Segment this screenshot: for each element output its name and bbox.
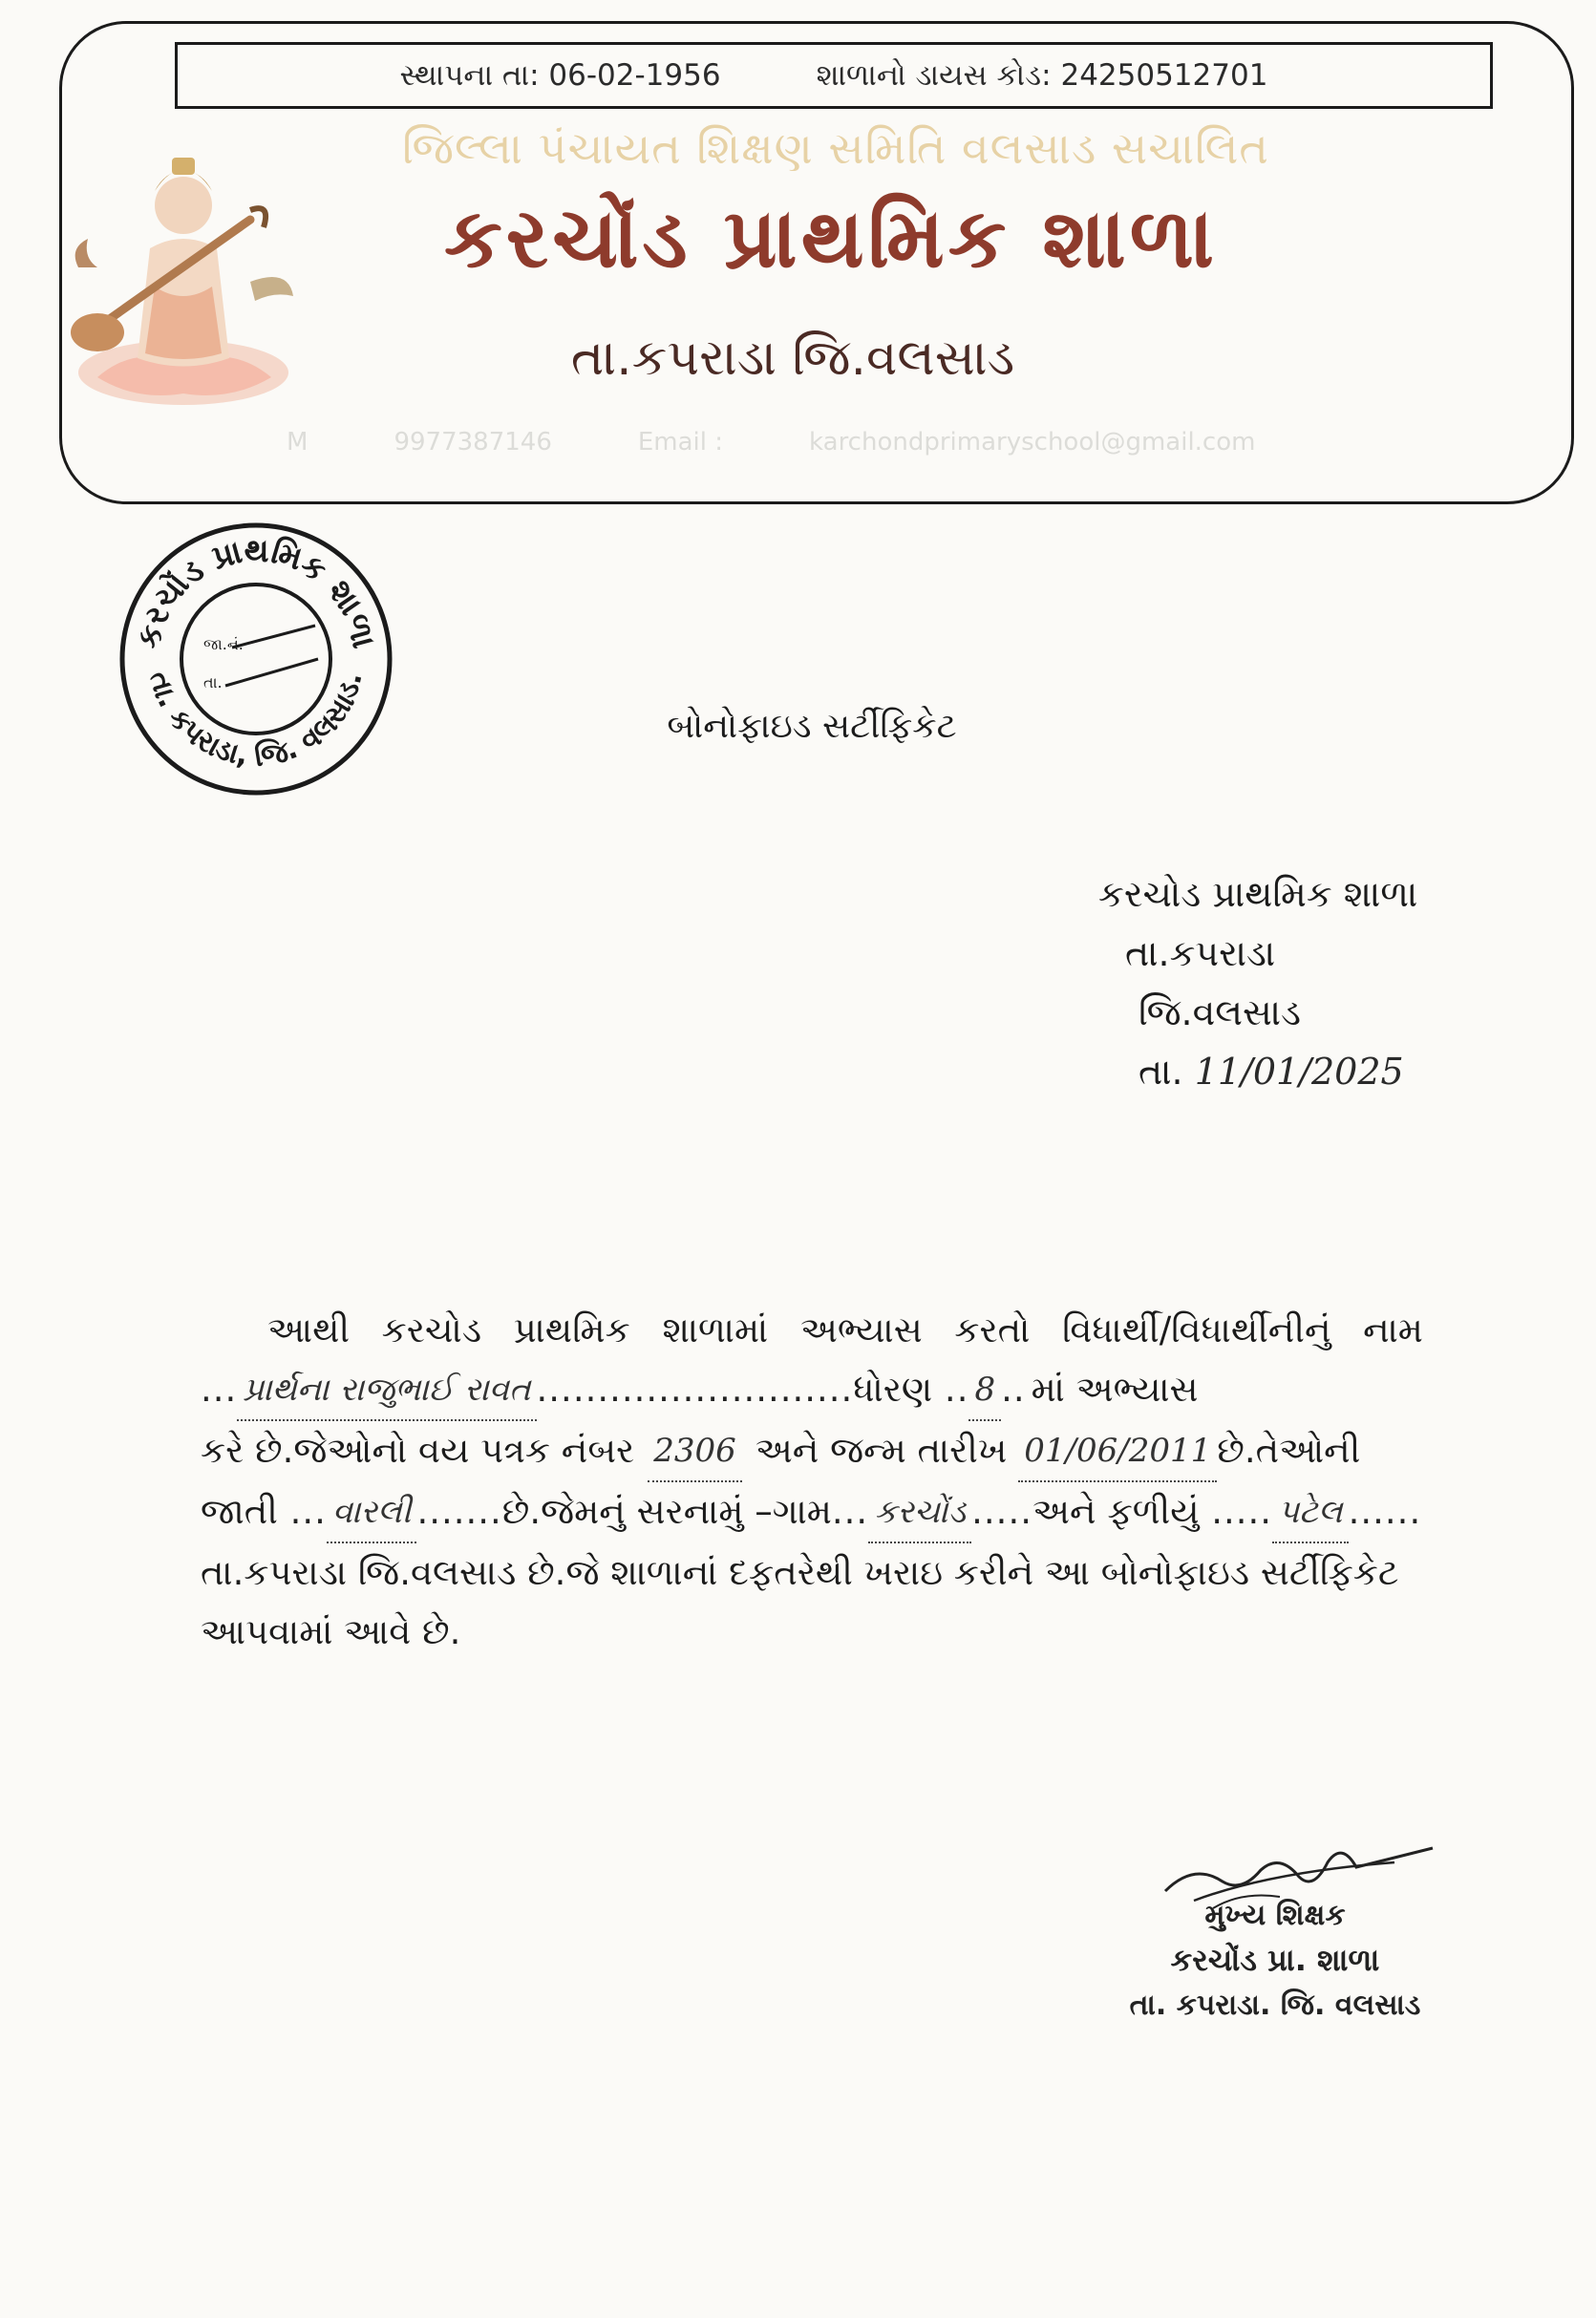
signature-school: કરચોંડ પ્રા. શાળા [1170, 1942, 1380, 1978]
body-line-1 [201, 1301, 1423, 1360]
register-label: કરે છે.જેઓનો વય પત્રક નંબર [201, 1430, 635, 1471]
body-line-2: ... પ્રાર્થના રાજુભાઈ રાવત .......................... ધોરણ .. 8 .. માં અભ્યાસ [201, 1360, 1423, 1421]
stamp-field2: તા. [203, 673, 223, 691]
standard-label: ધોરણ [853, 1369, 933, 1410]
body-line-5: તા.કપરાડા જિ.વલસાડ છે.જે શાળાનાં દફતરેથી ખરાઇ કરીને આ બોનોફાઇડ સર્ટીફિકેટ [201, 1552, 1399, 1593]
signature-address: તા. કપરાડા. જિ. વલસાડ [1129, 1988, 1421, 2022]
body-line-3 [201, 1421, 1423, 1482]
dise-label: શાળાનો ડાયસ કોડ: [816, 57, 1052, 93]
dise-info [817, 58, 1268, 94]
date-label: તા. [1138, 1051, 1183, 1093]
stamp-field1: જા.નં. [203, 635, 244, 653]
saraswati-image [59, 115, 308, 420]
body-word: શાળામાં [662, 1309, 769, 1350]
body-line-6: આપવામાં આવે છે. [201, 1611, 461, 1652]
established-date: 06-02-1956 [548, 57, 721, 93]
school-address: તા.કપરાડા જિ.વલસાડ [570, 330, 1015, 387]
established-info [400, 58, 721, 94]
body-word: પ્રાથમિક [513, 1309, 630, 1350]
school-title: કરચોંડ પ્રાથમિક શાળા [444, 191, 1218, 287]
address-line3: જિ.વલસાડ [1138, 991, 1301, 1033]
established-label: સ્થાપના તા: [399, 57, 540, 93]
stamp-outer-text: કરચોંડ પ્રાથમિક શાળા [129, 531, 383, 652]
faliyu-label: અને ફળીયું [1032, 1491, 1200, 1532]
body-word: કરતો [954, 1309, 1031, 1350]
faded-contact-email-label: Email : [637, 428, 724, 457]
dob-label: અને જન્મ તારીખ [755, 1430, 1008, 1471]
signature-block [1098, 1843, 1452, 2022]
letterhead-topbar [175, 42, 1493, 109]
caste-field: વારલી [327, 1482, 417, 1543]
standard-field: 8 [968, 1360, 1001, 1421]
body-word: કરચોડ [381, 1309, 482, 1350]
dob-field: 01/06/2011 [1018, 1421, 1217, 1482]
faded-contact-email: karchondprimaryschool@gmail.com [809, 428, 1256, 457]
faded-contact-row [287, 428, 1414, 457]
body-word: આથી [267, 1309, 351, 1350]
certificate-title: બોનોફાઇડ સર્ટીફિકેટ [667, 707, 957, 746]
faliyu-field: પટેલ [1272, 1482, 1349, 1543]
stamp-bottom-text: તા. કપરાડા, જિ. વલસાડ. [141, 668, 370, 775]
body-text-3c: છે.તેઓની [1217, 1430, 1361, 1471]
date-value: 11/01/2025 [1194, 1051, 1404, 1093]
student-name-field: પ્રાર્થના રાજુભાઈ રાવત [237, 1360, 536, 1421]
studies-label: માં અભ્યાસ [1031, 1369, 1199, 1410]
caste-label: જાતી [201, 1491, 278, 1532]
address-block [1098, 864, 1417, 1101]
body-word: નામ [1363, 1309, 1423, 1350]
school-stamp [113, 516, 399, 802]
address-label: છે.જેમનું સરનામું –ગામ [501, 1491, 832, 1532]
committee-line: જિલ્લા પંચાયત શિક્ષણ સમિતિ વલસાડ સચાલિત [402, 122, 1269, 174]
body-word: અભ્યાસ [799, 1309, 923, 1350]
signature-title: મુખ્ય શિક્ષક [1204, 1899, 1346, 1932]
village-field: કરચોંડ [868, 1482, 971, 1543]
certificate-body [201, 1301, 1423, 1662]
body-line-4: જાતી ... વારલી ....... છે.જેમનું સરનામું –ગામ ... કરચોંડ ..... અને ફળીયું ..... પટેલ ...... [201, 1482, 1423, 1543]
faded-contact-mobile: 9977387146 [394, 428, 552, 457]
faded-contact-mobile-label: M [287, 428, 309, 457]
address-line2: તા.કપરાડા [1125, 932, 1276, 974]
address-line1: કરચોડ પ્રાથમિક શાળા [1098, 873, 1418, 915]
dise-code: 24250512701 [1060, 57, 1268, 93]
register-no-field: 2306 [648, 1421, 742, 1482]
body-word: વિધાર્થી/વિધાર્થીનીનું [1062, 1309, 1331, 1350]
address-date [1098, 1042, 1417, 1101]
